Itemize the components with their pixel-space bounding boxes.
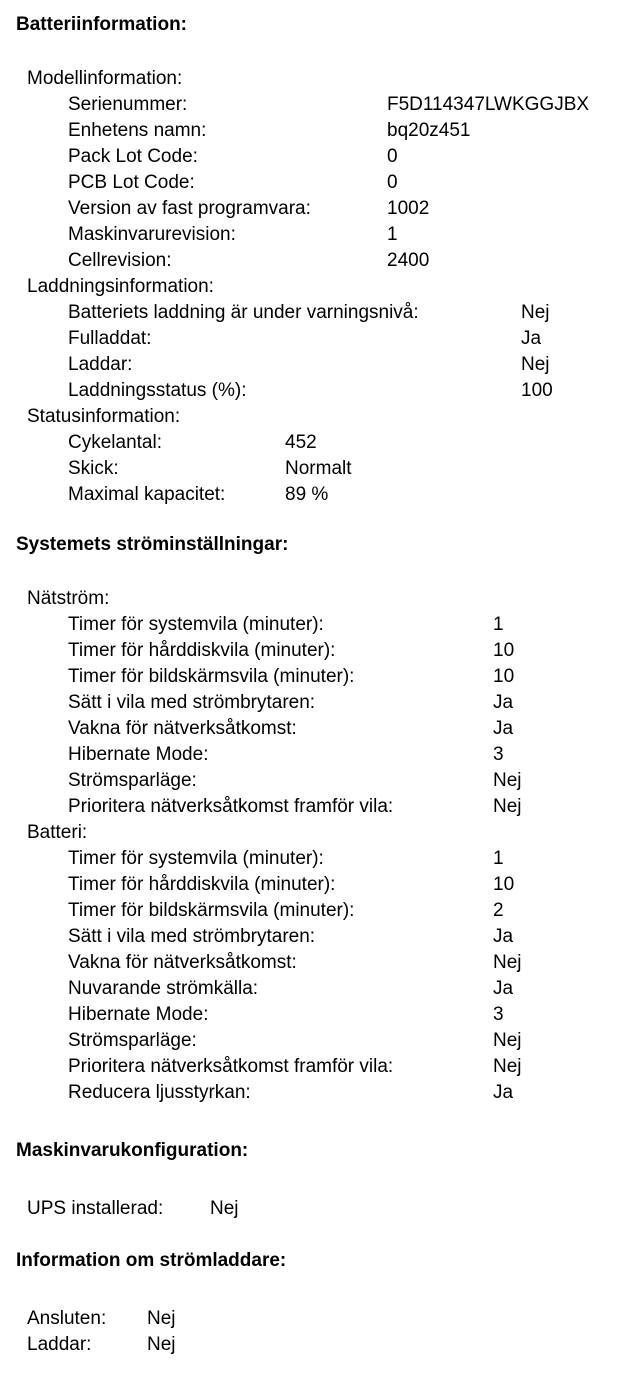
- info-value: Nej: [493, 770, 522, 791]
- info-value: 100: [521, 380, 553, 401]
- info-value: F5D114347LWKGGJBX: [387, 94, 590, 115]
- info-row: [16, 248, 628, 274]
- info-value: Nej: [147, 1308, 176, 1329]
- info-value: Nej: [521, 354, 550, 375]
- info-row: [16, 612, 628, 638]
- info-label: Batteriets laddning är under varningsnivå:: [68, 302, 419, 323]
- info-label: Cellrevision:: [68, 250, 172, 271]
- info-value: 452: [285, 432, 317, 453]
- info-row: [16, 482, 628, 508]
- info-label: UPS installerad:: [27, 1198, 164, 1219]
- info-row: [16, 378, 628, 404]
- info-row: [16, 716, 628, 742]
- info-label: Timer för systemvila (minuter):: [68, 848, 324, 869]
- info-label: Ansluten:: [27, 1308, 107, 1329]
- info-row: [16, 768, 628, 794]
- info-row: [16, 1306, 628, 1332]
- info-value: 89 %: [285, 484, 329, 505]
- section-title-system-power-settings: Systemets ströminställningar:: [16, 534, 289, 555]
- info-label: Sätt i vila med strömbrytaren:: [68, 926, 316, 947]
- info-row: [16, 170, 628, 196]
- info-row: [16, 872, 628, 898]
- info-value: 1: [493, 614, 504, 635]
- info-row: [16, 1028, 628, 1054]
- info-value: Nej: [493, 796, 522, 817]
- info-label: Laddar:: [27, 1334, 92, 1355]
- info-value: Ja: [493, 692, 514, 713]
- info-row: [16, 326, 628, 352]
- info-label: Laddar:: [68, 354, 133, 375]
- info-label: Strömsparläge:: [68, 1030, 197, 1051]
- info-row: [16, 352, 628, 378]
- info-row: [16, 1054, 628, 1080]
- info-value: Nej: [493, 952, 522, 973]
- info-label: Prioritera nätverksåtkomst framför vila:: [68, 796, 394, 817]
- info-value: Nej: [210, 1198, 239, 1219]
- info-value: 0: [387, 172, 398, 193]
- info-label: Hibernate Mode:: [68, 744, 209, 765]
- info-row: [16, 976, 628, 1002]
- info-label: Version av fast programvara:: [68, 198, 311, 219]
- info-value: 1002: [387, 198, 430, 219]
- info-value: 0: [387, 146, 398, 167]
- info-label: Maximal kapacitet:: [68, 484, 226, 505]
- info-value: Normalt: [285, 458, 352, 479]
- info-value: Nej: [147, 1334, 176, 1355]
- info-value: Nej: [493, 1056, 522, 1077]
- info-label: Timer för systemvila (minuter):: [68, 614, 324, 635]
- info-label: Pack Lot Code:: [68, 146, 198, 167]
- info-row: [16, 950, 628, 976]
- info-row: [16, 430, 628, 456]
- info-label: Vakna för nätverksåtkomst:: [68, 952, 297, 973]
- info-row: [16, 794, 628, 820]
- info-row: [16, 1196, 628, 1222]
- info-value: Ja: [493, 718, 514, 739]
- info-value: 10: [493, 874, 515, 895]
- info-label: Timer för bildskärmsvila (minuter):: [68, 900, 355, 921]
- info-value: Nej: [493, 1030, 522, 1051]
- info-row: [16, 690, 628, 716]
- info-row: [16, 638, 628, 664]
- info-label: Prioritera nätverksåtkomst framför vila:: [68, 1056, 394, 1077]
- info-label: Timer för hårddiskvila (minuter):: [68, 640, 336, 661]
- info-label: Cykelantal:: [68, 432, 162, 453]
- info-label: Nuvarande strömkälla:: [68, 978, 259, 999]
- info-value: 10: [493, 666, 515, 687]
- info-row: [16, 664, 628, 690]
- info-row: [16, 898, 628, 924]
- group-label-model-information: Modellinformation:: [27, 68, 183, 89]
- info-row: [16, 1080, 628, 1106]
- info-label: Hibernate Mode:: [68, 1004, 209, 1025]
- info-row: [16, 300, 628, 326]
- info-label: Fulladdat:: [68, 328, 152, 349]
- info-label: Skick:: [68, 458, 119, 479]
- section-title-charger-information: Information om strömladdare:: [16, 1250, 287, 1271]
- info-label: Laddningsstatus (%):: [68, 380, 247, 401]
- group-label-charge-information: Laddningsinformation:: [27, 276, 214, 297]
- info-row: [16, 222, 628, 248]
- info-row: [16, 118, 628, 144]
- section-title-battery-information: Batteriinformation:: [16, 14, 187, 35]
- info-row: [16, 1332, 628, 1358]
- info-label: Sätt i vila med strömbrytaren:: [68, 692, 316, 713]
- info-row: [16, 846, 628, 872]
- info-value: 10: [493, 640, 515, 661]
- info-label: PCB Lot Code:: [68, 172, 195, 193]
- group-label-ac-power: Nätström:: [27, 588, 110, 609]
- info-label: Serienummer:: [68, 94, 188, 115]
- info-row: [16, 144, 628, 170]
- info-value: Ja: [493, 978, 514, 999]
- info-label: Timer för hårddiskvila (minuter):: [68, 874, 336, 895]
- info-value: 2: [493, 900, 504, 921]
- info-label: Reducera ljusstyrkan:: [68, 1082, 251, 1103]
- info-label: Vakna för nätverksåtkomst:: [68, 718, 297, 739]
- info-row: [16, 196, 628, 222]
- info-value: bq20z451: [387, 120, 471, 141]
- info-value: Ja: [521, 328, 542, 349]
- section-title-hardware-configuration: Maskinvarukonfiguration:: [16, 1140, 249, 1161]
- info-row: [16, 742, 628, 768]
- info-value: Ja: [493, 926, 514, 947]
- info-value: Ja: [493, 1082, 514, 1103]
- info-label: Enhetens namn:: [68, 120, 207, 141]
- info-label: Timer för bildskärmsvila (minuter):: [68, 666, 355, 687]
- info-value: 2400: [387, 250, 430, 271]
- info-row: [16, 456, 628, 482]
- info-value: 1: [387, 224, 398, 245]
- info-label: Strömsparläge:: [68, 770, 197, 791]
- info-value: Nej: [521, 302, 550, 323]
- info-label: Maskinvarurevision:: [68, 224, 236, 245]
- group-label-battery-power: Batteri:: [27, 822, 88, 843]
- info-value: 3: [493, 1004, 504, 1025]
- info-value: 3: [493, 744, 504, 765]
- info-row: [16, 92, 628, 118]
- info-value: 1: [493, 848, 504, 869]
- info-row: [16, 924, 628, 950]
- info-row: [16, 1002, 628, 1028]
- group-label-status-information: Statusinformation:: [27, 406, 181, 427]
